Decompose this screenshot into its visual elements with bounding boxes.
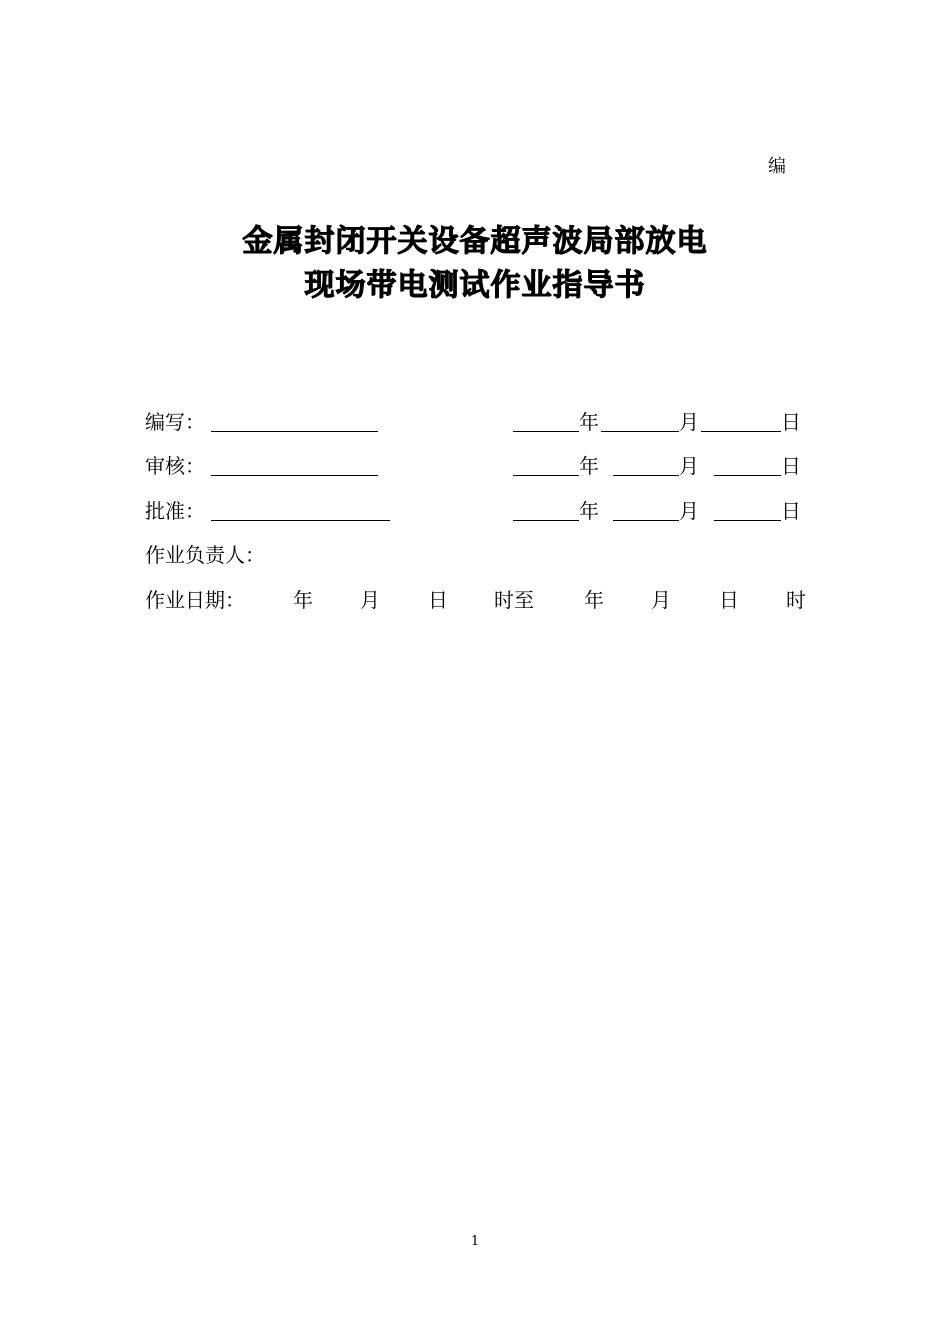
page-number: 1 [470,1234,480,1249]
work-date-label: 作业日期： [145,588,245,612]
day-blank [714,520,781,521]
responsible-person-label: 作业负责人： [145,543,265,567]
month-unit: 月 [679,410,699,434]
document-title-line-1: 金属封闭开关设备超声波局部放电 [242,224,708,259]
day-blank [701,431,781,432]
end-day-unit: 日 [719,588,739,612]
name-blank [211,475,378,476]
day-blank [714,475,781,476]
start-month-unit: 月 [360,588,380,612]
year-unit: 年 [579,499,599,523]
document-title-line-2: 现场带电测试作业指导书 [304,268,646,303]
hour-to-label: 时至 [494,588,534,612]
start-year-unit: 年 [293,588,313,612]
month-unit: 月 [679,454,699,478]
start-day-unit: 日 [428,588,448,612]
signoff-label: 审核： [145,454,205,478]
end-hour-unit: 时 [786,588,806,612]
month-blank [613,475,679,476]
signoff-label: 编写： [145,410,205,434]
day-unit: 日 [781,499,801,523]
document-code-label: 编 [768,156,786,177]
year-blank [513,475,579,476]
signoff-label: 批准： [145,499,205,523]
year-unit: 年 [579,454,599,478]
day-unit: 日 [781,454,801,478]
year-blank [513,431,579,432]
month-blank [613,520,679,521]
month-unit: 月 [679,499,699,523]
year-blank [513,520,579,521]
name-blank [211,431,378,432]
day-unit: 日 [781,410,801,434]
year-unit: 年 [579,410,599,434]
end-month-unit: 月 [651,588,671,612]
end-year-unit: 年 [584,588,604,612]
month-blank [601,431,679,432]
name-blank [211,520,390,521]
